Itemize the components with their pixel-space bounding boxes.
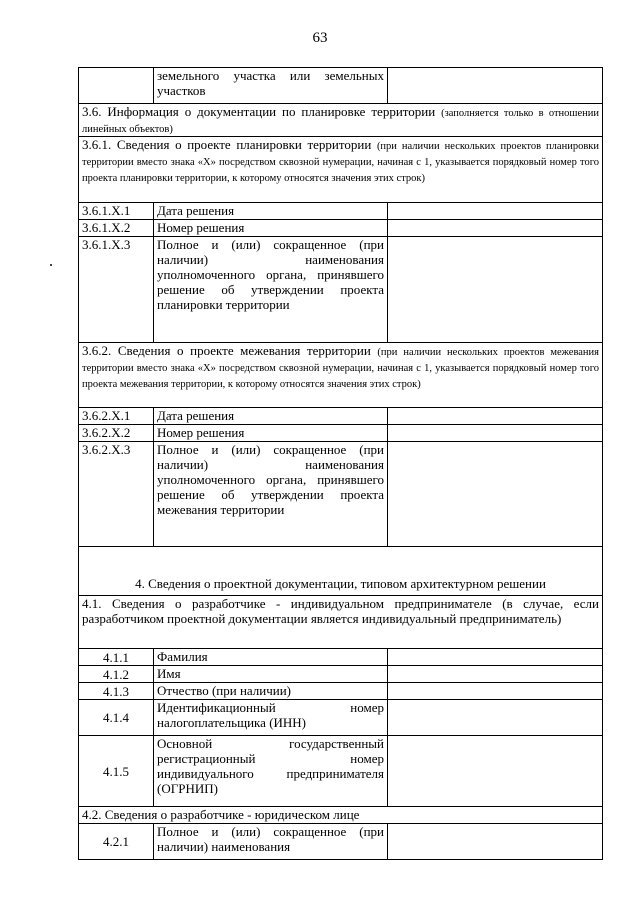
row-label: Идентификационный номер налогоплательщика (ИНН) — [154, 700, 388, 736]
table-row — [79, 683, 603, 700]
subsection-title: 3.6.1. Сведения о проекте планировки территории — [82, 137, 372, 152]
table-row — [79, 203, 603, 220]
subsection-header — [79, 807, 603, 824]
row-code — [79, 68, 154, 104]
page-number: 63 — [312, 30, 328, 46]
subsection-title: 3.6. Информация о документации по планировке территории — [82, 104, 436, 119]
row-value-field[interactable] — [388, 824, 603, 860]
row-code: 4.2.1 — [79, 824, 154, 860]
table-row — [79, 425, 603, 442]
row-label: Номер решения — [154, 425, 388, 442]
row-value-field[interactable] — [388, 683, 603, 700]
row-value-field[interactable] — [388, 203, 603, 220]
row-value-field[interactable] — [388, 700, 603, 736]
subsection-header — [79, 596, 603, 649]
subsection-header-row — [79, 137, 603, 203]
row-label: Дата решения — [154, 408, 388, 425]
table-row — [79, 666, 603, 683]
row-code: 3.6.2.X.1 — [79, 408, 154, 425]
row-label: Основной государственный регистрационный номер индивидуального предпринимателя (ОГРНИП) — [154, 736, 388, 807]
row-code: 4.1.5 — [79, 736, 154, 807]
table-row — [79, 736, 603, 807]
form-table — [78, 67, 603, 860]
row-label: земельного участка или земельных участков — [154, 68, 388, 104]
subsection-header — [79, 104, 603, 137]
subsection-header-row — [79, 343, 603, 408]
table-row — [79, 824, 603, 860]
section-title: 4. Сведения о проектной документации, типовом архитектурном решении — [79, 547, 603, 596]
row-value-field[interactable] — [388, 220, 603, 237]
subsection-note: (при наличии нескольких проектов межевания территории вместо знака «Х» посредством сквозной нумерации, начиная с 1, указывается порядковый номер того проекта межевания территории, к которому относятся значения этих строк) — [82, 347, 599, 390]
row-label: Полное и (или) сокращенное (при наличии) наименования уполномоченного органа, принявшего решение об утверждении проекта межевания территории — [154, 442, 388, 547]
row-code: 3.6.1.X.3 — [79, 237, 154, 343]
table-row — [79, 237, 603, 343]
row-code: 4.1.3 — [79, 683, 154, 700]
row-value-field[interactable] — [388, 666, 603, 683]
subsection-header — [79, 137, 603, 203]
row-value-field[interactable] — [388, 736, 603, 807]
subsection-header-row — [79, 104, 603, 137]
row-label: Полное и (или) сокращенное (при наличии) наименования — [154, 824, 388, 860]
subsection-note: (заполняется только в отношении линейных объектов) — [82, 108, 600, 135]
row-value-field[interactable] — [388, 408, 603, 425]
section-heading-row — [79, 547, 603, 596]
subsection-header-row — [79, 596, 603, 649]
row-label: Полное и (или) сокращенное (при наличии) наименования уполномоченного органа, принявшего решение об утверждении проекта планировки территории — [154, 237, 388, 343]
row-code: 4.1.2 — [79, 666, 154, 683]
row-value-field[interactable] — [388, 237, 603, 343]
row-code: 3.6.1.X.1 — [79, 203, 154, 220]
subsection-title: 4.1. Сведения о разработчике - индивидуальном предпринимателе (в случае, если разработчиком проектной документации является индивидуальный предприниматель) — [82, 596, 599, 626]
row-label: Дата решения — [154, 203, 388, 220]
row-value-field[interactable] — [388, 442, 603, 547]
row-code: 3.6.1.X.2 — [79, 220, 154, 237]
row-label: Имя — [154, 666, 388, 683]
form-table-container — [78, 67, 602, 860]
table-row — [79, 68, 603, 104]
row-code: 3.6.2.X.3 — [79, 442, 154, 547]
row-code: 4.1.1 — [79, 649, 154, 666]
table-row — [79, 408, 603, 425]
row-label: Номер решения — [154, 220, 388, 237]
row-value-field[interactable] — [388, 68, 603, 104]
row-label: Фамилия — [154, 649, 388, 666]
subsection-title: 3.6.2. Сведения о проекте межевания территории — [82, 343, 371, 358]
subsection-title: 4.2. Сведения о разработчике - юридическом лице — [82, 807, 360, 822]
row-code: 3.6.2.X.2 — [79, 425, 154, 442]
table-row — [79, 442, 603, 547]
table-row — [79, 700, 603, 736]
table-row — [79, 649, 603, 666]
table-row — [79, 220, 603, 237]
row-label: Отчество (при наличии) — [154, 683, 388, 700]
subsection-header-row — [79, 807, 603, 824]
row-value-field[interactable] — [388, 649, 603, 666]
subsection-header — [79, 343, 603, 408]
scan-speck — [50, 264, 52, 266]
row-value-field[interactable] — [388, 425, 603, 442]
row-code: 4.1.4 — [79, 700, 154, 736]
form-table-body — [79, 68, 603, 860]
subsection-note: (при наличии нескольких проектов планировки территории вместо знака «Х» посредством сквозной нумерации, начиная с 1, указывается порядковый номер того проекта планировки территории, к которому относятся значения этих строк) — [82, 141, 599, 184]
